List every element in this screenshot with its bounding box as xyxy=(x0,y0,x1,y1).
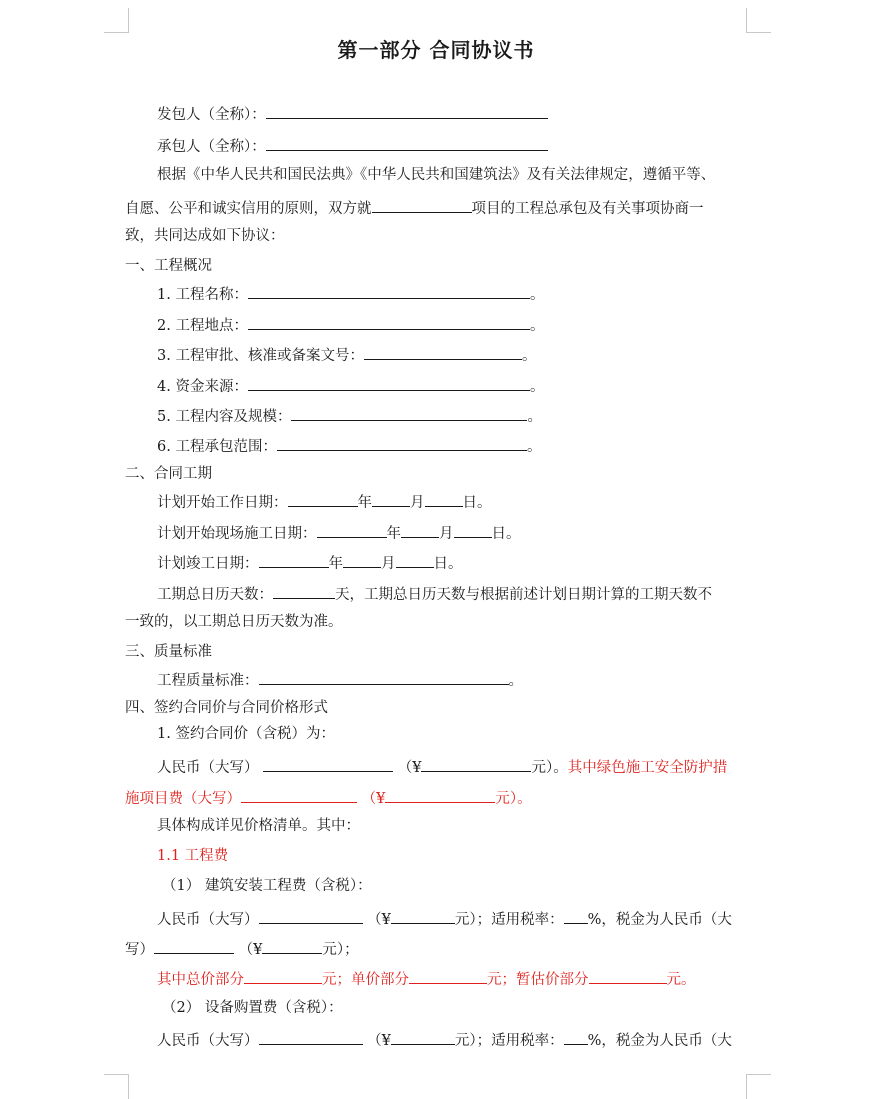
planned-start-line: 计划开始工作日期： 年 月 日。 xyxy=(157,490,492,513)
contract-price-line: 1. 签约合同价（含税）为： xyxy=(157,726,335,742)
safety-fee-words-field[interactable] xyxy=(241,786,357,803)
quality-standard-field[interactable] xyxy=(259,668,509,685)
approval-number-field[interactable] xyxy=(364,343,522,360)
contractor-label: 承包人（全称）： xyxy=(157,139,266,155)
section-heading: 三、质量标准 xyxy=(125,644,212,660)
funding-source-field[interactable] xyxy=(248,374,530,391)
subsection-heading: 1.1 工程费 xyxy=(157,848,229,864)
employer-blank[interactable] xyxy=(266,102,548,119)
equipment-tax-rate-field[interactable] xyxy=(564,1028,588,1045)
green-safety-fee-line: 施项目费（大写） （¥ 元）。 xyxy=(125,786,532,809)
construction-figure-field[interactable] xyxy=(391,907,455,924)
planned-completion-line: 计划竣工日期： 年 月 日。 xyxy=(157,551,463,574)
project-name-blank[interactable] xyxy=(372,196,472,213)
contractor-blank[interactable] xyxy=(266,134,548,151)
start-day-field[interactable] xyxy=(425,490,463,507)
unit-price-field[interactable] xyxy=(409,967,487,984)
contract-scope-field[interactable] xyxy=(277,434,527,451)
employer-label: 发包人（全称）： xyxy=(157,107,266,123)
construction-fee-line: （1） 建筑安装工程费（含税）： xyxy=(162,878,372,894)
construction-words-field[interactable] xyxy=(259,907,363,924)
page-corner-mark xyxy=(104,1074,129,1099)
total-days-field[interactable] xyxy=(273,582,335,599)
project-location-line: 2. 工程地点： 。 xyxy=(157,313,544,336)
project-location-field[interactable] xyxy=(248,313,530,330)
intro-paragraph-line: 根据《中华人民共和国民法典》《中华人民共和国建筑法》及有关法律规定，遵循平等、 xyxy=(157,167,716,183)
section-heading: 二、合同工期 xyxy=(125,466,212,482)
construction-tax-line: 写） （¥ 元）； xyxy=(125,937,359,960)
project-name-field[interactable] xyxy=(248,282,530,299)
total-days-line-2: 一致的，以工期总日历天数为准。 xyxy=(125,614,343,630)
page-corner-mark xyxy=(746,8,771,33)
construction-tax-words-field[interactable] xyxy=(154,937,234,954)
approval-number-line: 3. 工程审批、核准或备案文号： 。 xyxy=(157,343,536,366)
finish-month-field[interactable] xyxy=(343,551,381,568)
equipment-words-field[interactable] xyxy=(259,1028,363,1045)
site-month-field[interactable] xyxy=(401,521,439,538)
document-title: 第一部分 合同协议书 xyxy=(337,38,535,62)
page-corner-mark xyxy=(104,8,129,33)
rmb-price-line: 人民币（大写） （¥ 元）。其中绿色施工安全防护措 xyxy=(157,755,727,778)
equipment-fee-rmb-line: 人民币（大写） （¥ 元）；适用税率： %，税金为人民币（大 xyxy=(157,1028,732,1051)
price-figure-field[interactable] xyxy=(421,755,531,772)
section-heading: 一、工程概况 xyxy=(125,258,212,274)
start-month-field[interactable] xyxy=(372,490,410,507)
site-year-field[interactable] xyxy=(317,521,387,538)
finish-year-field[interactable] xyxy=(259,551,329,568)
site-start-line: 计划开始现场施工日期： 年 月 日。 xyxy=(157,521,521,544)
lump-sum-field[interactable] xyxy=(244,967,322,984)
scope-content-field[interactable] xyxy=(291,404,527,421)
project-name-line: 1. 工程名称： 。 xyxy=(157,282,544,305)
finish-day-field[interactable] xyxy=(396,551,434,568)
quality-standard-line: 工程质量标准： 。 xyxy=(157,668,523,691)
construction-fee-rmb-line: 人民币（大写） （¥ 元）；适用税率： %，税金为人民币（大 xyxy=(157,907,732,930)
detail-line: 具体构成详见价格清单。其中： xyxy=(157,818,360,834)
intro-paragraph-line: 自愿、公平和诚实信用的原则，双方就 项目的工程总承包及有关事项协商一 xyxy=(125,196,704,219)
price-breakdown-line: 其中总价部分 元；单价部分 元；暂估价部分 元。 xyxy=(157,967,696,990)
equipment-fee-line: （2） 设备购置费（含税）： xyxy=(162,1000,343,1016)
total-days-line: 工期总日历天数： 天，工期总日历天数与根据前述计划日期计算的工期天数不 xyxy=(157,582,712,605)
scope-content-line: 5. 工程内容及规模： 。 xyxy=(157,404,542,427)
site-day-field[interactable] xyxy=(454,521,492,538)
contractor-line xyxy=(157,134,548,157)
safety-fee-figure-field[interactable] xyxy=(385,786,495,803)
contract-scope-line: 6. 工程承包范围： 。 xyxy=(157,434,541,457)
construction-tax-rate-field[interactable] xyxy=(564,907,588,924)
construction-tax-figure-field[interactable] xyxy=(262,937,322,954)
section-heading: 四、签约合同价与合同价格形式 xyxy=(125,700,328,716)
start-year-field[interactable] xyxy=(288,490,358,507)
page-corner-mark xyxy=(746,1074,771,1099)
price-words-field[interactable] xyxy=(263,755,393,772)
intro-paragraph-line: 致，共同达成如下协议： xyxy=(125,228,285,244)
provisional-sum-field[interactable] xyxy=(589,967,667,984)
employer-line xyxy=(157,102,548,125)
funding-source-line: 4. 资金来源： 。 xyxy=(157,374,544,397)
equipment-figure-field[interactable] xyxy=(391,1028,455,1045)
